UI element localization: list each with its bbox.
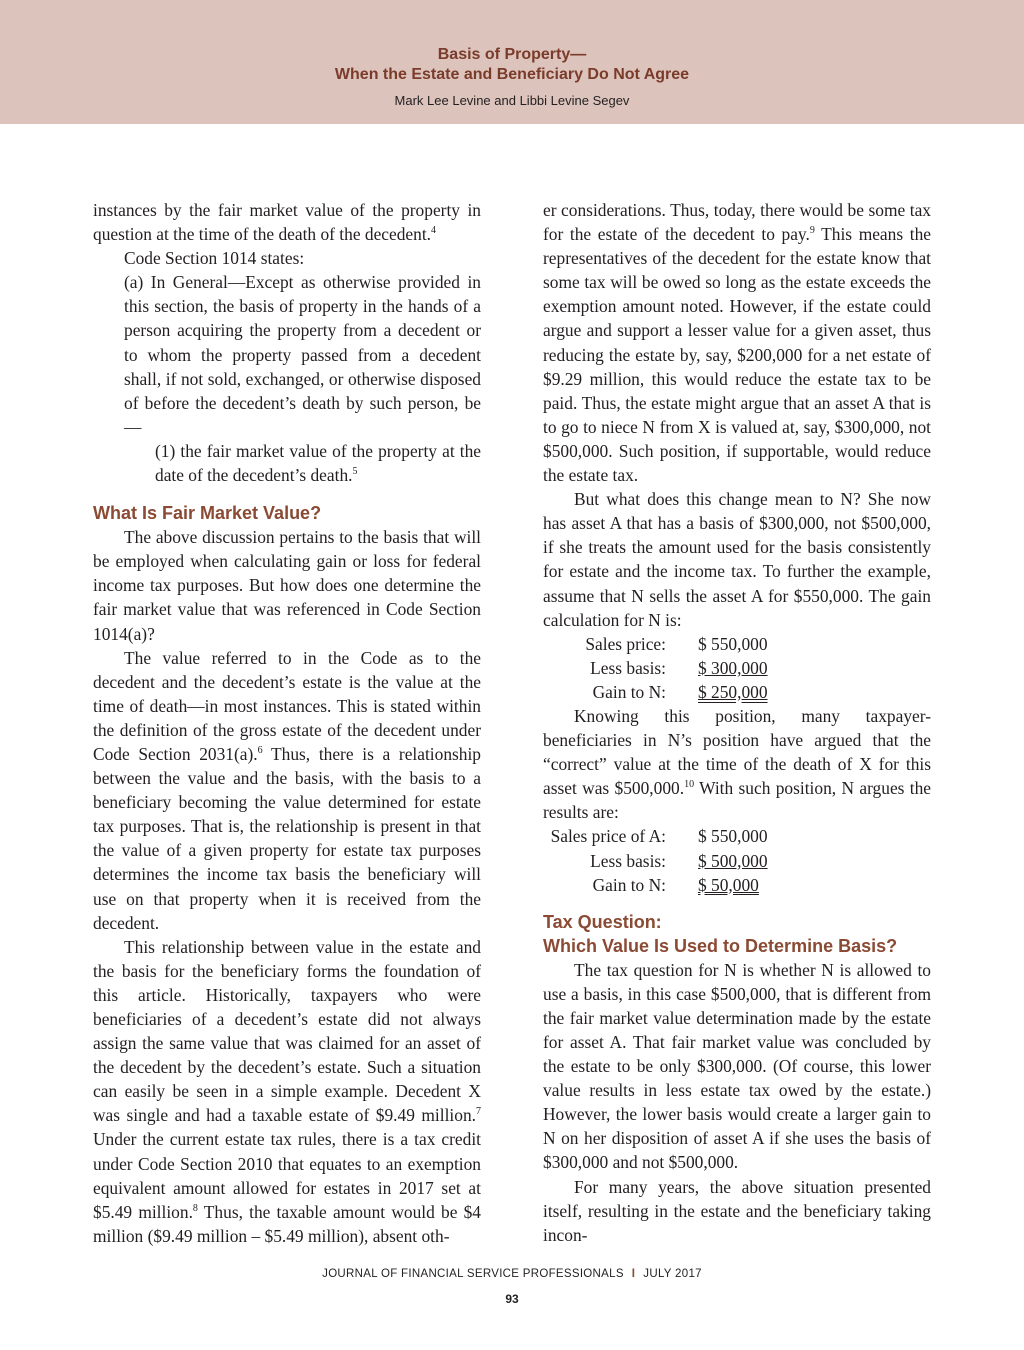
paragraph	[93, 646, 481, 935]
footnote-ref[interactable]: 9	[809, 225, 815, 237]
left-column	[93, 198, 481, 1248]
footer-separator: I	[631, 1268, 636, 1280]
article-title-line2: When the Estate and Beneficiary Do Not Agree	[334, 66, 690, 83]
calc-value: $ 250,000	[698, 681, 768, 702]
calc-label: Sales price:	[585, 633, 666, 654]
paragraph: The above discussion pertains to the basis that will be employed when calculating gain or loss for federal income tax purposes. But how does one determine the fair market value that was referenced in Code Section 1014(a)?	[93, 527, 481, 644]
footnote-ref[interactable]: 10	[684, 779, 695, 791]
calc-label: Gain to N:	[592, 681, 666, 702]
paragraph: Code Section 1014 states:	[124, 248, 305, 269]
gain-calculation-1	[543, 632, 931, 704]
paragraph-text: Under the current estate tax rules, there is a tax credit under Code Section 2010 that equates to an exemption equivalent amount allowed for estates in 2017 set at $5.49 million.	[93, 1129, 481, 1222]
section-heading: What Is Fair Market Value?	[93, 503, 322, 524]
paragraph-text: This relationship between value in the estate and the basis for the beneficiary forms the foundation of this article. Historically, taxpayers who were beneficiaries of a decedent’s estate did not always assign the same value that was claimed for an asset of the decedent by the decedent’s estate. Such a situation can easily be seen in a simple example. Decedent X was single and had a taxable estate of $9.49 million.	[93, 936, 481, 1126]
paragraph: The tax question for N is whether N is allowed to use a basis, in this case $500,000, that is different from the fair market value determination made by the estate for asset A. That fair market value was concluded by the estate to be only $300,000. (Of course, this lower value results in less estate tax owed by the estate.) However, the lower basis would create a larger gain to N on her disposition of asset A if she uses the basis of $300,000 and not $500,000.	[543, 959, 931, 1173]
paragraph	[93, 198, 481, 246]
footnote-ref[interactable]: 4	[431, 225, 437, 237]
calc-value: $ 300,000	[698, 657, 768, 678]
paragraph	[543, 198, 931, 487]
paragraph-text: With such position, N argues the results are:	[543, 778, 932, 823]
header-banner	[0, 0, 1024, 124]
article-title-line1: Basis of Property—	[437, 46, 587, 63]
paragraph	[93, 935, 481, 1248]
footnote-ref[interactable]: 8	[192, 1202, 198, 1214]
calc-label: Less basis:	[590, 850, 666, 871]
page-number: 93	[505, 1292, 519, 1306]
calc-value: $ 550,000	[698, 633, 768, 654]
paragraph: But what does this change mean to N? She now has asset A that has a basis of $300,000, not $500,000, if she treats the amount used for the basis consistently for estate and the income tax. To further the example, assume that N sells the asset A for $550,000. The gain calculation for N is:	[543, 489, 931, 630]
calc-value: $ 50,000	[698, 874, 759, 895]
footnote-ref[interactable]: 6	[257, 745, 263, 757]
calc-label: Gain to N:	[592, 874, 666, 895]
article-title	[0, 45, 1024, 85]
paragraph-text: instances by the fair market value of the property in question at the time of the death of the decedent.	[93, 200, 481, 245]
calc-label: Less basis:	[590, 657, 666, 678]
quote-text: (1) the fair market value of the property at the date of the decedent’s death.	[155, 440, 481, 486]
code-quote-1	[155, 439, 481, 487]
right-column	[543, 198, 931, 1247]
paragraph-text: Knowing this position, many taxpayer-beneficiaries in N’s position have argued that the “correct” value at the time of the death of X for this asset was $500,000.	[543, 705, 931, 799]
paragraph: For many years, the above situation presented itself, resulting in the estate and the beneficiary taking incon-	[543, 1176, 931, 1245]
footnote-ref[interactable]: 7	[476, 1106, 481, 1118]
article-authors: Mark Lee Levine and Libbi Levine Segev	[394, 93, 630, 108]
paragraph-text: This means the representatives of the decedent for the estate know that some tax will be owed so long as the estate exceeds the exemption amount noted. However, if the estate could argue and support a lesser value for a given asset, thus reducing the estate by, say, $200,000 for a net estate of $9.29 million, this would reduce the estate tax to be paid. Thus, the estate might argue that an asset A that is to go to niece N from X is valued at, say, $300,000, not $500,000. Such position, if supportable, would reduce the estate tax.	[543, 224, 931, 486]
paragraph-text: Thus, the taxable amount would be $4 million ($9.49 million – $5.49 million), absent oth-	[93, 1201, 481, 1246]
journal-name: JOURNAL OF FINANCIAL SERVICE PROFESSIONALS	[322, 1268, 624, 1280]
section-heading-line1: Tax Question:	[543, 911, 662, 932]
section-heading	[543, 910, 931, 958]
footnote-ref[interactable]: 5	[352, 466, 358, 478]
paragraph-text: The value referred to in the Code as to the decedent and the decedent’s estate is the value at the time of death—in most instances. This is stated within the definition of the gross estate of the decedent under Code Section 2031(a).	[93, 647, 481, 764]
calc-label: Sales price of A:	[550, 826, 666, 847]
page-footer	[0, 1268, 1024, 1280]
calc-value: $ 500,000	[698, 850, 768, 871]
code-quote-a: (a) In General—Except as otherwise provided in this section, the basis of property in the hands of a person acquiring the property from a decedent or to whom the property passed from a decedent shall, if not sold, exchanged, or otherwise disposed of before the decedent’s death by such person, be—	[124, 272, 481, 437]
issue-date: JULY 2017	[643, 1268, 702, 1280]
gain-calculation-2	[543, 824, 931, 896]
paragraph-text: er considerations. Thus, today, there would be some tax for the estate of the decedent to pay.	[543, 200, 931, 245]
calc-value: $ 550,000	[698, 826, 768, 847]
paragraph-text: Thus, there is a relationship between the value and the basis, with the basis to a beneficiary becoming the value determined for estate tax purposes. That is, the relationship is present in that the value of a given property for estate tax purposes determines the income tax basis the beneficiary will use on that property when it is received from the decedent.	[93, 743, 482, 933]
section-heading-line2: Which Value Is Used to Determine Basis?	[543, 935, 898, 956]
paragraph	[543, 704, 931, 824]
